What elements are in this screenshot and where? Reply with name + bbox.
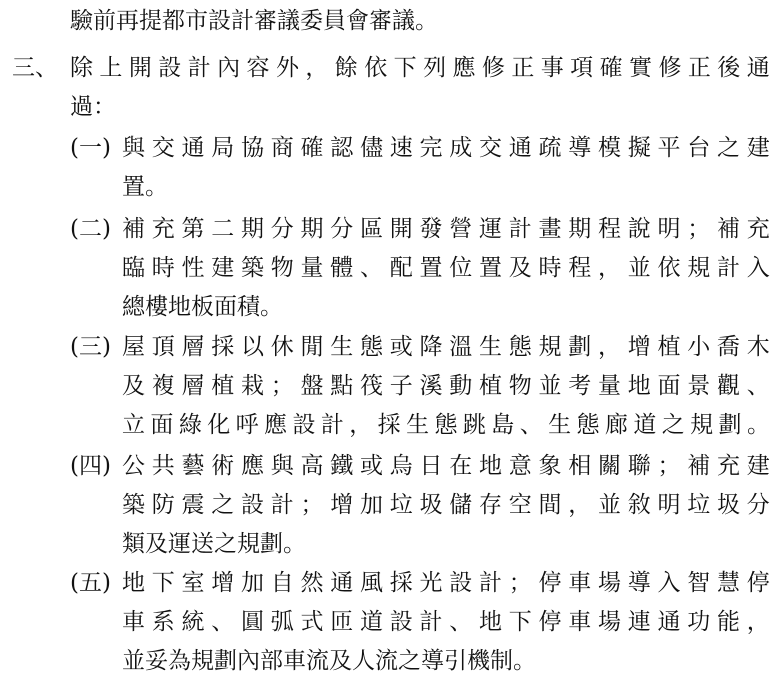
item-3-line-3: 立 面 綠 化 呼 應 設 計 ， 採 生 態 跳 島 、 生 態 廊 道 之 規 劃 。: [122, 412, 770, 438]
lead-line: 驗前再提都市設計審議委員會審議。: [70, 8, 438, 34]
section-line-2: 過：: [70, 94, 116, 120]
item-2-line-3: 總樓地板面積。: [122, 294, 283, 320]
item-3-line-2: 及 複 層 植 栽 ； 盤 點 筏 子 溪 動 植 物 並 考 量 地 面 景 觀 、: [122, 373, 770, 399]
item-4-line-2: 築 防 震 之 設 計 ； 增 加 垃 圾 儲 存 空 間 ， 並 敘 明 垃 圾 分: [122, 492, 770, 518]
item-5-line-2: 車 系 統 、 圓 弧 式 匝 道 設 計 、 地 下 停 車 場 連 通 功 能 ，: [122, 609, 770, 635]
item-4-line-1: 公 共 藝 術 應 與 高 鐵 或 烏 日 在 地 意 象 相 關 聯 ； 補 充 建: [122, 453, 770, 479]
item-5-line-1: 地 下 室 增 加 自 然 通 風 採 光 設 計 ； 停 車 場 導 入 智 慧 停: [122, 570, 770, 596]
item-4-line-3: 類及運送之規劃。: [122, 531, 306, 557]
item-3-line-1: 屋 頂 層 採 以 休 閒 生 態 或 降 溫 生 態 規 劃 ， 增 植 小 喬 木: [122, 334, 770, 360]
item-2-line-2: 臨 時 性 建 築 物 量 體 、 配 置 位 置 及 時 程 ， 並 依 規 計 入: [122, 255, 770, 281]
section-marker: 三、: [12, 55, 58, 81]
item-2-line-1: 補 充 第 二 期 分 期 分 區 開 發 營 運 計 畫 期 程 說 明 ； 補 充: [122, 216, 770, 242]
item-3-marker: (三): [70, 334, 111, 360]
item-5-line-3: 並妥為規劃內部車流及人流之導引機制。: [122, 648, 536, 674]
section-line-1: 除 上 開 設 計 內 容 外 ， 餘 依 下 列 應 修 正 事 項 確 實 修 正 後 通: [70, 55, 770, 81]
item-4-marker: (四): [70, 453, 111, 479]
item-1-line-2: 置。: [122, 174, 168, 200]
item-5-marker: (五): [70, 570, 111, 596]
item-1-marker: (一): [70, 135, 111, 161]
item-1-line-1: 與 交 通 局 協 商 確 認 儘 速 完 成 交 通 疏 導 模 擬 平 台 之 建: [122, 135, 770, 161]
item-2-marker: (二): [70, 216, 111, 242]
